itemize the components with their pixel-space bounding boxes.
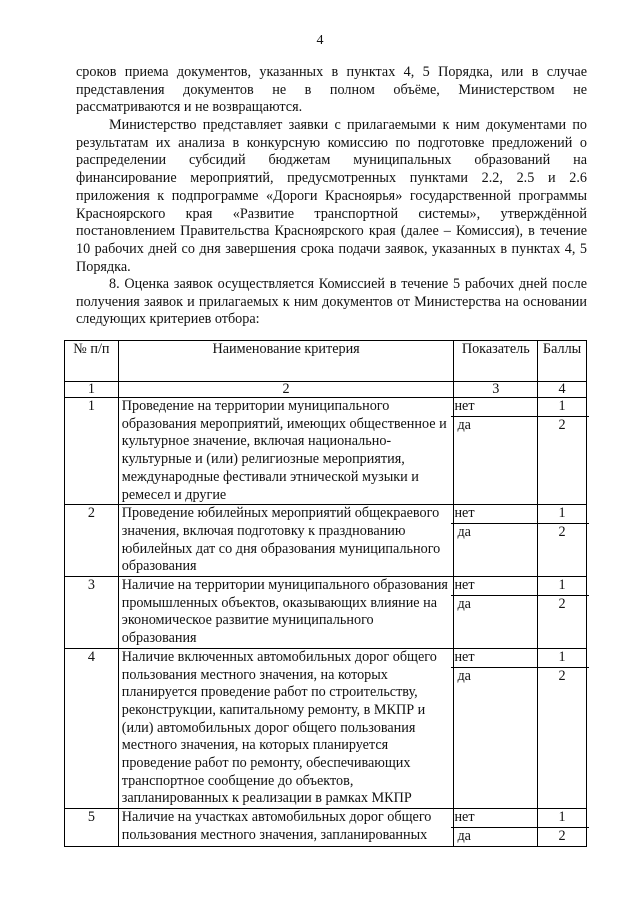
indicator-cell — [454, 648, 538, 808]
points-no: 1 — [535, 398, 589, 417]
points-cell — [538, 577, 587, 649]
row-number: 2 — [65, 505, 119, 577]
indicator-cell — [454, 398, 538, 505]
indicator-cell — [454, 577, 538, 649]
header-name: Наименование критерия — [118, 341, 454, 382]
header-indicator: Показатель — [454, 341, 538, 382]
points-yes: 2 — [558, 667, 566, 684]
indicator-yes: да — [457, 827, 471, 844]
header-points: Баллы — [538, 341, 587, 382]
indicator-no: нет — [451, 398, 540, 417]
criterion-name: Наличие на участках автомобильных дорог общего пользования местного значения, запланированных — [118, 809, 454, 846]
indicator-yes: да — [457, 416, 471, 433]
paragraph-2: Министерство представляет заявки с прилагаемыми к ним документами по результатам их анализа в конкурсную комиссию по подготовке предложений о распределении субсидий бюджетам муниципальных образований на финансирование мероприятий, предусмотренных пунктами 2.2, 2.5 и 2.6 приложения к подпрограмме «Дороги Красноярья» государственной программы Красноярского края «Развитие транспортной системы», утверждённой постановлением Правительства Красноярского края (далее – Комиссия), в течение 10 рабочих дней со дня завершения срока подачи заявок, указанных в пунктах 4, 5 Порядка. — [76, 117, 587, 275]
indicator-no: нет — [451, 505, 540, 524]
points-yes: 2 — [558, 523, 566, 540]
criterion-name: Проведение на территории муниципального образования мероприятий, имеющих общественное и культурное значение, включая национально-культурные и (или) религиозные мероприятия, международные фестивали этнической музыки и ремесел и другие — [118, 398, 454, 505]
points-no: 1 — [535, 809, 589, 828]
points-cell — [538, 648, 587, 808]
points-cell — [538, 398, 587, 505]
paragraph-1: сроков приема документов, указанных в пунктах 4, 5 Порядка, или в случае представления документов не в полном объёме, Министерством не рассматриваются и не возвращаются. — [76, 64, 587, 116]
column-number: 2 — [118, 382, 454, 398]
table-row — [65, 809, 587, 846]
points-yes: 2 — [558, 595, 566, 612]
points-yes: 2 — [558, 416, 566, 433]
column-number: 1 — [65, 382, 119, 398]
column-number-row — [65, 382, 587, 398]
points-no: 1 — [535, 649, 589, 668]
paragraph-3: 8. Оценка заявок осуществляется Комиссией в течение 5 рабочих дней после получения заявок и прилагаемых к ним документов от Министерства на основании следующих критериев отбора: — [76, 276, 587, 328]
indicator-no: нет — [451, 649, 540, 668]
page-number: 4 — [316, 33, 324, 48]
criteria-table — [64, 340, 587, 847]
row-number: 3 — [65, 577, 119, 649]
points-cell — [538, 505, 587, 577]
points-no: 1 — [535, 505, 589, 524]
row-number: 5 — [65, 809, 119, 846]
criterion-name: Наличие включенных автомобильных дорог общего пользования местного значения, на которых планируется проведение работ по строительству, реконструкции, капитальному ремонту, в МКПР и (или) автомобильных дорог общего пользования местного значения, на которых планируется проведение работ по ремонту, обеспечивающих транспортное сообщение до объектов, запланированных к реализации в рамках МКПР — [118, 648, 454, 808]
table-row — [65, 577, 587, 649]
table-row — [65, 648, 587, 808]
row-number: 1 — [65, 398, 119, 505]
indicator-yes: да — [457, 523, 471, 540]
table-row — [65, 398, 587, 505]
header-num: № п/п — [65, 341, 119, 382]
indicator-yes: да — [457, 667, 471, 684]
indicator-cell — [454, 809, 538, 846]
criterion-name: Наличие на территории муниципального образования промышленных объектов, оказывающих влияние на экономическое развитие муниципального образования — [118, 577, 454, 649]
column-number: 3 — [454, 382, 538, 398]
indicator-no: нет — [451, 577, 540, 596]
table-row — [65, 505, 587, 577]
indicator-cell — [454, 505, 538, 577]
column-number: 4 — [538, 382, 587, 398]
points-cell — [538, 809, 587, 846]
criterion-name: Проведение юбилейных мероприятий общекраевого значения, включая подготовку к празднованию юбилейных дат со дня образования муниципального образования — [118, 505, 454, 577]
points-yes: 2 — [558, 827, 566, 844]
row-number: 4 — [65, 648, 119, 808]
indicator-yes: да — [457, 595, 471, 612]
table-header-row — [65, 341, 587, 382]
points-no: 1 — [535, 577, 589, 596]
indicator-no: нет — [451, 809, 540, 828]
